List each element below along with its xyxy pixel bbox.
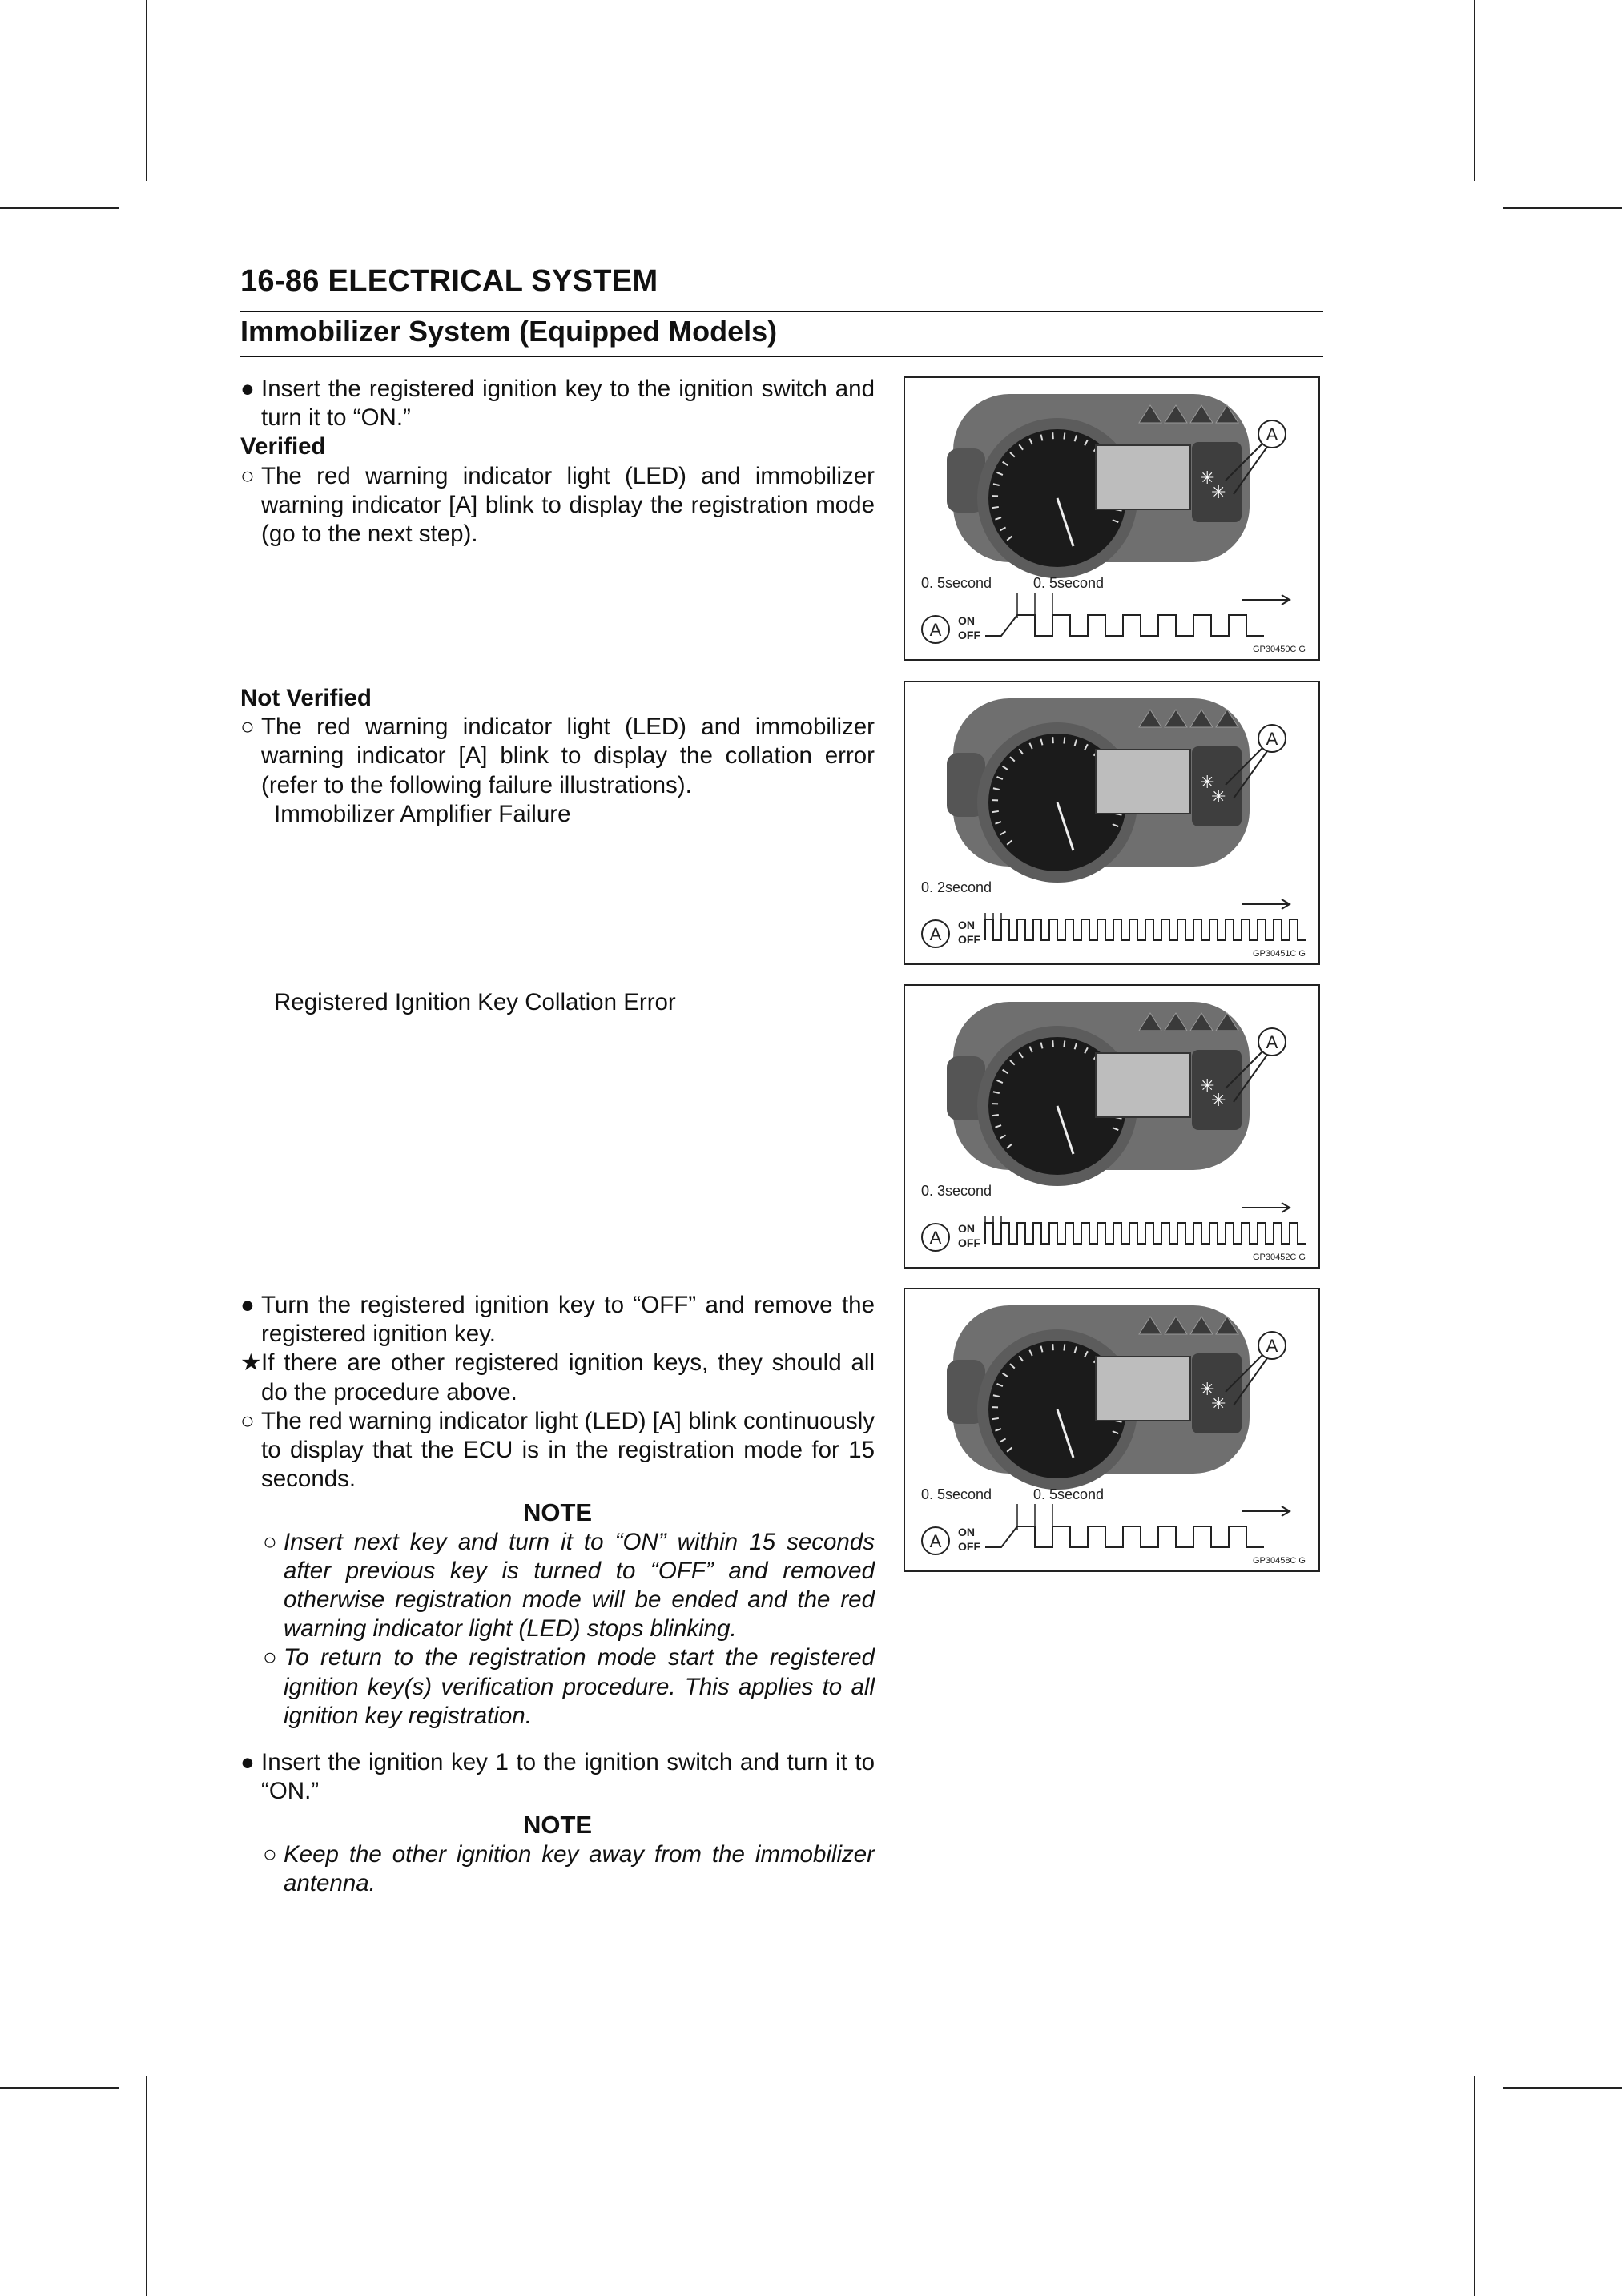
step-text: Insert the registered ignition key to the ignition switch and turn it to “ON.” [261,376,875,432]
list-item [240,1407,875,1494]
crop-mark [1474,0,1475,181]
note-item [240,1840,875,1898]
bullet-marker: ● [240,1749,255,1776]
off-label: OFF [958,1236,980,1249]
blinking-indicator-icon: ✳ [1200,1379,1215,1399]
figure-code: GP30452C G [1252,1253,1306,1262]
header-divider [240,356,1323,357]
timing-label: 0. 5second [1033,1486,1105,1502]
note-item [240,1528,875,1644]
blinking-indicator-icon: ✳ [1200,1076,1215,1096]
star-marker: ★ [240,1349,262,1377]
tachometer-tick [1064,1345,1065,1351]
crop-mark [0,2087,119,2089]
figure-code: GP30458C G [1252,1556,1306,1566]
crop-mark [1503,2087,1622,2089]
tachometer-tick [1052,432,1053,439]
tachometer-tick [1052,1040,1053,1047]
meter-illustration [905,986,1318,1267]
condition-text: If there are other registered ignition keys, they should all do the procedure above. [261,1349,875,1405]
note-heading: NOTE [522,1811,593,1840]
meter-figure-collation-error [904,984,1320,1269]
blinking-indicator-icon: ✳ [1211,786,1226,806]
circle-marker: ○ [263,1528,277,1555]
note-text: Keep the other ignition key away from the immobilizer antenna. [284,1840,875,1896]
callout-label: A [929,620,942,640]
result-text: The red warning indicator light (LED) and immobilizer warning indicator [A] blink to display the registration mode (go to the next step). [261,462,875,548]
list-item [240,1291,875,1349]
list-item [240,1748,875,1806]
off-label: OFF [958,933,980,946]
meter-illustration [905,682,1318,963]
block-not-verified [240,684,875,829]
blinking-indicator-icon: ✳ [1211,1393,1226,1413]
tachometer-tick [992,1418,999,1419]
timing-label: 0. 5second [1033,575,1105,591]
blink-waveform [985,1223,1306,1244]
bullet-marker: ● [240,1292,255,1318]
page-title: 16-86 ELECTRICAL SYSTEM [240,264,658,298]
blink-waveform [985,1526,1264,1547]
meter-illustration [905,378,1318,659]
bullet-marker: ● [240,376,255,402]
section-title: Immobilizer System (Equipped Models) [240,315,778,348]
block-collation-error [240,988,875,1017]
circle-marker: ○ [263,1840,277,1868]
tachometer-tick [1064,1041,1065,1047]
lcd-panel [1096,1357,1190,1421]
on-label: ON [958,919,975,931]
note-text: Insert next key and turn it to “ON” within 15 seconds after previous key is turned to “OFF” and removed otherwise registration mode will be ended and the red warning indicator light (LED) stops blinking. [284,1528,875,1643]
not-verified-heading: Not Verified [240,685,372,711]
meter-illustration [905,1289,1318,1570]
blink-waveform [985,615,1264,636]
lcd-panel [1096,445,1190,509]
timing-label: 0. 5second [921,575,992,591]
verified-heading: Verified [240,433,326,460]
meter-figure-registration-mode [904,1288,1320,1572]
circle-marker: ○ [263,1644,277,1671]
callout-label: A [1266,729,1278,749]
off-label: OFF [958,629,980,641]
crop-mark [0,207,119,209]
circle-marker: ○ [240,1407,255,1434]
lcd-panel [1096,1053,1190,1117]
timing-label: 0. 3second [921,1183,992,1199]
meter-figure-registration [904,376,1320,661]
tachometer-tick [1052,1344,1053,1350]
meter-figure-amplifier-failure [904,681,1320,965]
circle-marker: ○ [240,462,255,489]
blink-waveform [985,919,1306,940]
callout-label: A [929,1228,942,1248]
timing-label: 0. 2second [921,879,992,895]
note-item [240,1643,875,1731]
list-item [240,1349,875,1406]
failure-caption: Immobilizer Amplifier Failure [274,800,571,827]
step-text: Insert the ignition key 1 to the ignition switch and turn it to “ON.” [261,1749,875,1805]
callout-label: A [929,924,942,944]
tachometer-tick [1052,737,1053,743]
note-heading: NOTE [522,1498,593,1527]
tachometer-tick [1064,738,1065,744]
blinking-indicator-icon: ✳ [1211,482,1226,502]
figure-code: GP30451C G [1252,949,1306,959]
crop-mark [1474,2076,1475,2296]
failure-caption: Registered Ignition Key Collation Error [274,989,676,1015]
on-label: ON [958,614,975,627]
tachometer-tick [992,1115,999,1116]
blinking-indicator-icon: ✳ [1200,772,1215,792]
list-item [240,462,875,549]
lcd-panel [1096,750,1190,814]
callout-label: A [1266,1032,1278,1052]
crop-mark [1503,207,1622,209]
blinking-indicator-icon: ✳ [1200,468,1215,488]
crop-mark [146,0,147,181]
on-label: ON [958,1222,975,1235]
crop-mark [146,2076,147,2296]
step-text: Turn the registered ignition key to “OFF” and remove the registered ignition key. [261,1292,875,1348]
circle-marker: ○ [240,714,255,741]
result-text: The red warning indicator light (LED) [A] blink continuously to display that the ECU is in the registration mode for 15 seconds. [261,1407,875,1493]
callout-label: A [1266,424,1278,444]
tachometer-tick [992,811,999,812]
callout-label: A [1266,1336,1278,1356]
tachometer-tick [992,507,999,508]
tachometer-tick [1064,433,1065,440]
blinking-indicator-icon: ✳ [1211,1090,1226,1110]
note-text: To return to the registration mode start the registered ignition key(s) verification procedure. This applies to all ignition key registration. [284,1644,875,1729]
figure-code: GP30450C G [1252,645,1306,654]
result-text: The red warning indicator light (LED) and immobilizer warning indicator [A] blink to display the collation error (refer to the following failure illustrations). [261,714,875,798]
callout-label: A [929,1531,942,1551]
on-label: ON [958,1526,975,1538]
block-verified [240,375,875,549]
header-divider [240,311,1323,312]
timing-label: 0. 5second [921,1486,992,1502]
list-item [240,713,875,800]
off-label: OFF [958,1540,980,1553]
block-registration [240,1291,875,1898]
list-item [240,375,875,432]
